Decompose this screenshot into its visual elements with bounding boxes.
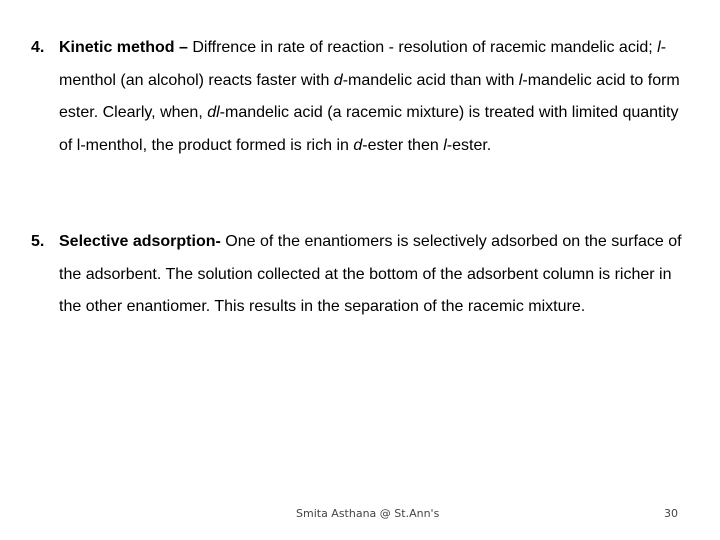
italic-text-run: l <box>657 39 661 56</box>
text-run: -mandelic acid than with <box>342 71 519 89</box>
italic-text-run: l <box>518 71 523 89</box>
list-item-kinetic-method <box>31 32 691 162</box>
item-number: 4. <box>31 39 45 56</box>
footer-author: Smita Asthana @ St.Ann's <box>296 507 440 520</box>
text-run: -mandelic acid (a racemic mixture) is treated with limited quantity of l-menthol, the product formed is rich in <box>59 104 679 154</box>
text-run: -ester. <box>446 136 492 154</box>
text-run: -ester then <box>362 136 444 154</box>
item-body <box>31 32 691 162</box>
list-item-selective-adsorption <box>31 226 691 324</box>
page-number: 30 <box>664 507 678 520</box>
italic-text-run: d <box>353 136 363 154</box>
text-run: -mandelic acid to form ester. Clearly, when, <box>59 71 680 121</box>
item-heading: Selective adsorption- <box>59 233 221 250</box>
italic-text-run: l <box>443 136 447 154</box>
item-body <box>31 226 691 324</box>
italic-text-run: d <box>333 71 343 89</box>
text-run: -menthol (an alcohol) reacts faster with <box>59 39 667 89</box>
italic-text-run: dl <box>207 104 220 121</box>
item-heading: Kinetic method – <box>59 39 193 56</box>
text-run: One of the enantiomers is selectively adsorbed on the surface of the adsorbent. The solution collected at the bottom of the adsorbent column is richer in the other enantiomer. This results in the separation of the racemic mixture. <box>59 233 682 315</box>
text-run: Diffrence in rate of reaction - resolution of racemic mandelic acid; <box>192 39 658 56</box>
item-number: 5. <box>31 233 45 250</box>
